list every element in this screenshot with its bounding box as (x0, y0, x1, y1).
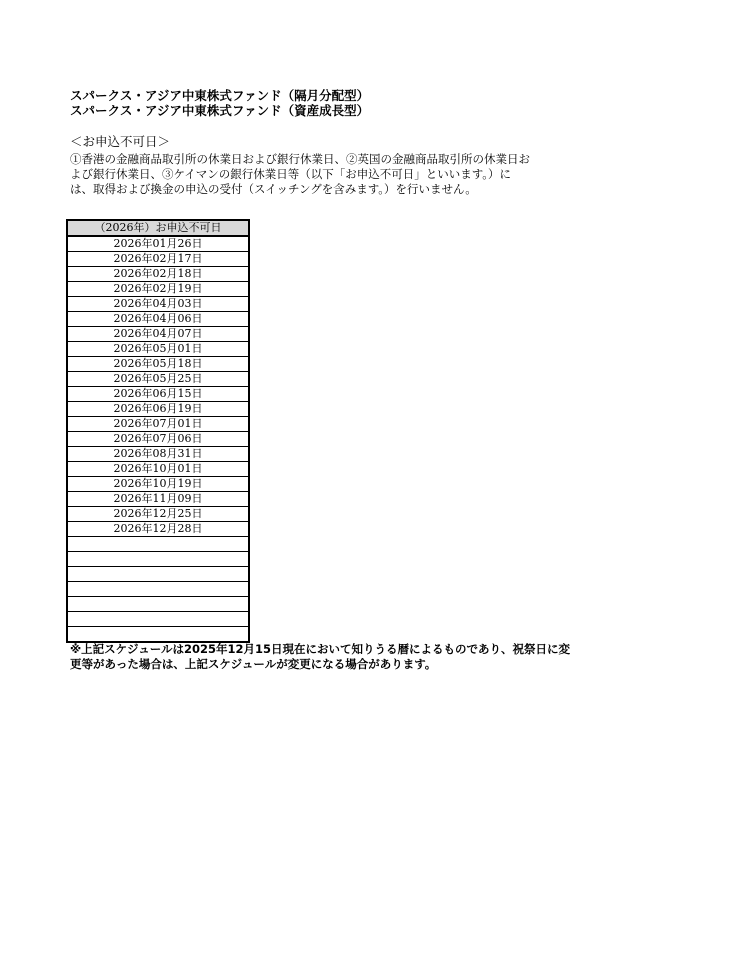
schedule-footnote (70, 642, 630, 672)
date-cell: 2026年05月01日 (67, 342, 249, 357)
date-cell: 2026年07月01日 (67, 417, 249, 432)
date-cell: 2026年11月09日 (67, 492, 249, 507)
date-cell: 2026年04月07日 (67, 327, 249, 342)
empty-cell (67, 552, 249, 567)
empty-cell (67, 627, 249, 643)
table-row (67, 447, 249, 462)
date-cell: 2026年02月18日 (67, 267, 249, 282)
section-heading: ＜お申込不可日＞ (70, 134, 171, 149)
table-row (67, 387, 249, 402)
table-row-empty (67, 582, 249, 597)
date-cell: 2026年10月01日 (67, 462, 249, 477)
table-row (67, 417, 249, 432)
notice-line: よび銀行休業日、③ケイマンの銀行休業日等（以下「お申込不可日」といいます。）に (70, 167, 512, 181)
table-row (67, 312, 249, 327)
notice-line: は、取得および換金の申込の受付（スイッチングを含みます。）を行いません。 (70, 182, 477, 196)
table-row (67, 432, 249, 447)
footnote-line: 更等があった場合は、上記スケジュールが変更になる場合があります。 (70, 657, 437, 671)
table-row-empty (67, 612, 249, 627)
notice-line: ①香港の金融商品取引所の休業日および銀行休業日、②英国の金融商品取引所の休業日お (70, 152, 530, 166)
table-row-empty (67, 567, 249, 582)
empty-cell (67, 597, 249, 612)
table-row (67, 477, 249, 492)
non-application-dates-table (66, 219, 250, 643)
table-row (67, 372, 249, 387)
table-row (67, 402, 249, 417)
table-row (67, 507, 249, 522)
table-row (67, 327, 249, 342)
date-cell: 2026年07月06日 (67, 432, 249, 447)
empty-cell (67, 537, 249, 552)
table-header-row (67, 220, 249, 236)
empty-cell (67, 612, 249, 627)
date-cell: 2026年12月25日 (67, 507, 249, 522)
date-cell: 2026年05月18日 (67, 357, 249, 372)
table-row-empty (67, 537, 249, 552)
date-cell: 2026年08月31日 (67, 447, 249, 462)
empty-cell (67, 582, 249, 597)
empty-cell (67, 567, 249, 582)
date-cell: 2026年06月19日 (67, 402, 249, 417)
fund-titles (70, 88, 369, 118)
date-cell: 2026年04月03日 (67, 297, 249, 312)
table-row (67, 252, 249, 267)
table-row (67, 282, 249, 297)
date-cell: 2026年10月19日 (67, 477, 249, 492)
table-row (67, 462, 249, 477)
date-cell: 2026年02月19日 (67, 282, 249, 297)
date-cell: 2026年05月25日 (67, 372, 249, 387)
date-cell: 2026年01月26日 (67, 236, 249, 252)
table-row (67, 267, 249, 282)
fund-title-distribution: スパークス・アジア中東株式ファンド（隔月分配型） (70, 88, 370, 103)
date-cell: 2026年04月06日 (67, 312, 249, 327)
table-row (67, 297, 249, 312)
footnote-line: ※上記スケジュールは2025年12月15日現在において知りうる暦によるものであり、祝祭日に変 (70, 642, 570, 656)
table-row (67, 357, 249, 372)
table-row-empty (67, 552, 249, 567)
table-row (67, 522, 249, 537)
date-cell: 2026年02月17日 (67, 252, 249, 267)
table-row-empty (67, 627, 249, 643)
table-row (67, 492, 249, 507)
table-row (67, 236, 249, 252)
fund-title-growth: スパークス・アジア中東株式ファンド（資産成長型） (70, 103, 370, 118)
date-cell: 2026年12月28日 (67, 522, 249, 537)
table-row (67, 342, 249, 357)
table-row-empty (67, 597, 249, 612)
date-cell: 2026年06月15日 (67, 387, 249, 402)
table-header-cell: （2026年）お申込不可日 (67, 220, 249, 236)
notice-paragraph (70, 152, 630, 197)
